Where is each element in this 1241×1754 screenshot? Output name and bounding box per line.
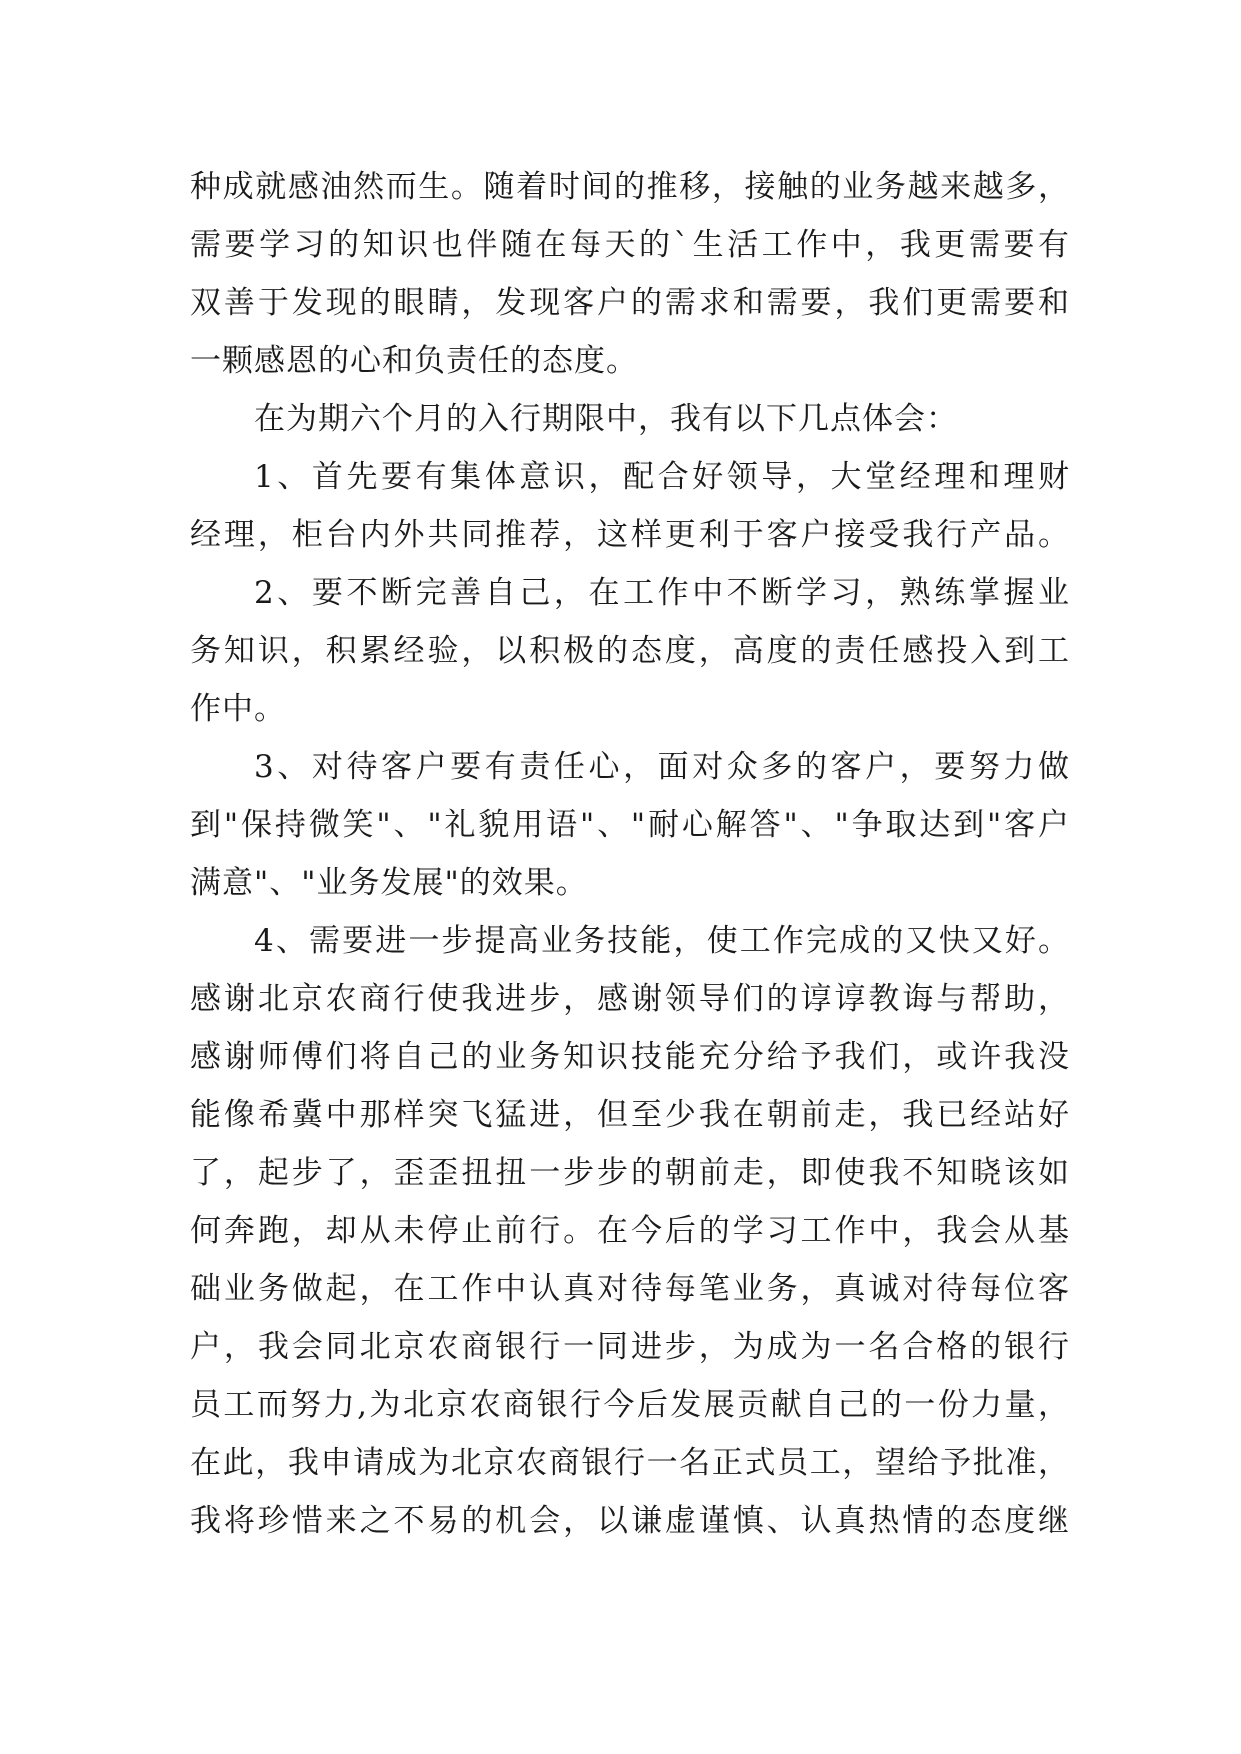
text-line: 础业务做起，在工作中认真对待每笔业务，真诚对待每位客 [190,1271,1070,1307]
text-line: 员工而努力,为北京农商银行今后发展贡献自己的一份力量， [190,1387,1070,1423]
text-line: 到"保持微笑"、"礼貌用语"、"耐心解答"、"争取达到"客户 [190,807,1070,843]
text-line: 经理，柜台内外共同推荐，这样更利于客户接受我行产品。 [190,517,1070,553]
text-line: 务知识，积累经验，以积极的态度，高度的责任感投入到工 [190,633,1070,669]
text-line: 4、需要进一步提高业务技能，使工作完成的又快又好。 [254,923,1070,959]
text-line: 满意"、"业务发展"的效果。 [190,865,588,901]
text-line: 双善于发现的眼睛，发现客户的需求和需要，我们更需要和 [190,285,1070,321]
text-line: 我将珍惜来之不易的机会，以谦虚谨慎、认真热情的态度继 [190,1503,1070,1539]
text-line: 1、首先要有集体意识，配合好领导，大堂经理和理财 [254,459,1070,495]
text-line: 作中。 [190,691,286,727]
text-line: 户，我会同北京农商银行一同进步，为成为一名合格的银行 [190,1329,1070,1365]
text-line: 感谢北京农商行使我进步，感谢领导们的谆谆教诲与帮助， [190,981,1070,1017]
text-line: 一颗感恩的心和负责任的态度。 [190,343,638,379]
text-line: 感谢师傅们将自己的业务知识技能充分给予我们，或许我没 [190,1039,1070,1075]
text-line: 何奔跑，却从未停止前行。在今后的学习工作中，我会从基 [190,1213,1070,1249]
text-line: 在此，我申请成为北京农商银行一名正式员工，望给予批准， [190,1445,1070,1481]
text-line: 在为期六个月的入行期限中，我有以下几点体会： [254,401,958,437]
text-line: 3、对待客户要有责任心，面对众多的客户，要努力做 [254,749,1070,785]
text-line: 能像希冀中那样突飞猛进，但至少我在朝前走，我已经站好 [190,1097,1070,1133]
body-text [190,158,1070,1550]
text-line: 种成就感油然而生。随着时间的推移，接触的业务越来越多， [190,169,1070,205]
text-line: 了，起步了，歪歪扭扭一步步的朝前走，即使我不知晓该如 [190,1155,1070,1191]
text-line: 需要学习的知识也伴随在每天的`生活工作中，我更需要有 [190,227,1070,263]
text-line: 2、要不断完善自己，在工作中不断学习，熟练掌握业 [254,575,1070,611]
